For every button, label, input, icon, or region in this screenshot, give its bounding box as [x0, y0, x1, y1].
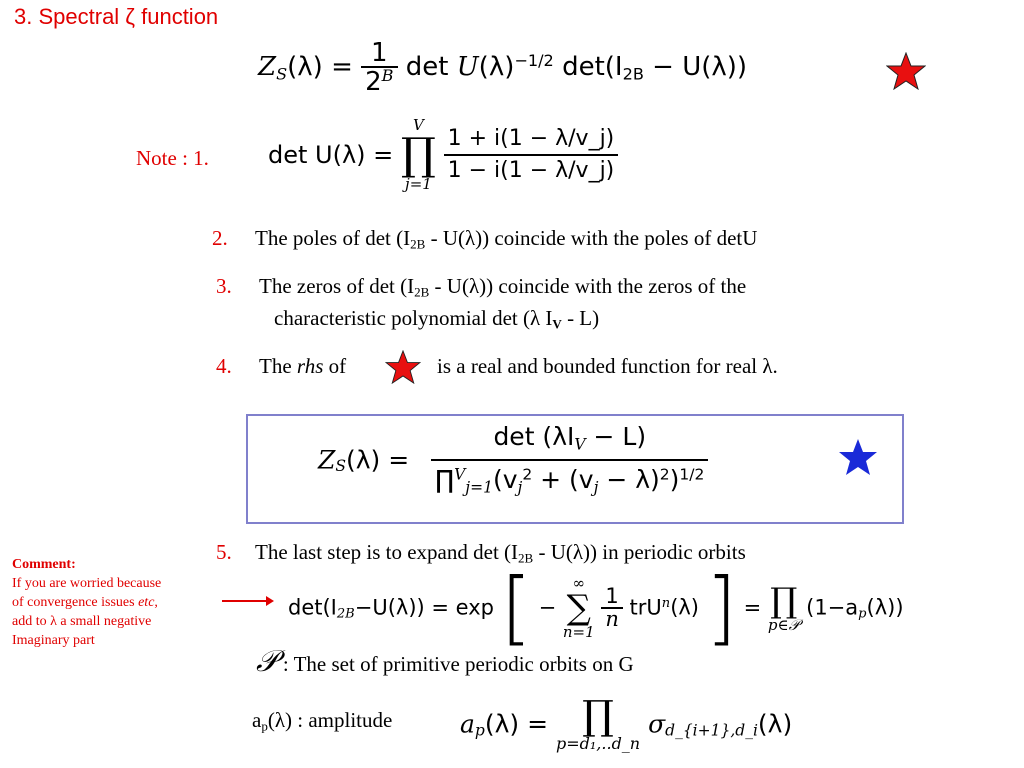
eq3-lhs: det(I [288, 595, 337, 620]
item-number: 4. [216, 354, 232, 378]
eq1-frac-num: 1 [361, 40, 397, 68]
adef-label-a: a [252, 708, 262, 732]
eq3-sum [563, 576, 595, 640]
list-item [216, 540, 746, 567]
eq2-num: det (λI [493, 422, 575, 451]
item-text-rest: - L) [561, 306, 600, 330]
note1-prod-top: V [413, 116, 424, 134]
note-label: Note : 1. [136, 146, 209, 170]
comment-comma: , [154, 595, 158, 610]
list-item [216, 274, 746, 301]
equation-zeta: $Z_S(\lambda)$ = $\frac{1}{2^B}$ $\det U(\lambda)^{-1/2}$ $\det(I_{2B} - U(\lambda))$ [258, 38, 748, 97]
eq3-prod-sym: ∏ [770, 580, 798, 621]
eq2-fraction [431, 424, 708, 496]
eq2-den-sup: V [454, 465, 466, 484]
eq1-frac-den-sup: B [381, 66, 394, 85]
eq2-num-rest: − L) [585, 422, 647, 451]
eq2-den-sub2: j [517, 478, 523, 497]
list-item [216, 354, 346, 379]
eq1-lhs-arg: (λ) = [287, 51, 353, 82]
item-text: The last step is to expand det (I [255, 540, 519, 564]
equation-zeta-final [318, 424, 708, 496]
eq3-sum-sym: ∑ [566, 588, 591, 628]
item-sub: 2B [414, 284, 430, 300]
item-text-rest: - U(λ)) coincide with the zeros of the [429, 274, 747, 298]
eq2-den-sub: j=1 [465, 478, 493, 497]
eq2-den-sub3: j [593, 478, 599, 497]
blue-star-icon [838, 438, 878, 476]
pdef-text: : The set of primitive periodic orbits on G [277, 652, 634, 676]
item-rhs: rhs [296, 354, 324, 378]
item-text: The zeros of det (I [259, 274, 415, 298]
eq3-eq: = [743, 595, 762, 620]
eq3-sum-bot: n=1 [562, 623, 595, 641]
eq3-fraction [601, 586, 623, 630]
adef-product [556, 693, 641, 753]
adef-sigma: σ [648, 709, 666, 739]
eq3-lhs-rest: −U(λ)) = exp [354, 595, 494, 620]
eq2-den-sup3: 2 [659, 465, 670, 484]
eq2-num-sub: V [574, 435, 586, 454]
item-text: characteristic polynomial det (λ I [274, 306, 553, 330]
item-number: 5. [216, 540, 232, 564]
eq1-tail-sub: 2B [622, 64, 644, 84]
eq3-tr: trU [629, 595, 662, 620]
title-text: Spectral ζ function [38, 4, 219, 29]
eq3-minus: − [538, 595, 557, 620]
adef-lhs: a [460, 709, 475, 739]
eq1-lhs-sub: S [276, 64, 288, 84]
comment-etc: etc [138, 595, 155, 610]
note1-prod-bot: j=1 [405, 175, 432, 193]
item-sub: 2B [518, 550, 534, 566]
item-number: 3. [216, 274, 232, 298]
equation-expansion [288, 561, 904, 654]
eq1-frac-den: 2 [365, 66, 382, 97]
eq2-den-mid: + (v [532, 464, 594, 494]
eq3-frac-den: n [605, 607, 619, 631]
eq1-tail: det(I [562, 51, 623, 82]
adef-prod-bot: p=d₁,..d_n [556, 734, 641, 753]
note1-num: 1 + i(1 − λ/v_j) [444, 128, 619, 156]
list-item-continued [274, 306, 599, 333]
eq1-arg: (λ) [478, 51, 515, 82]
eq2-den-close: ) [669, 464, 680, 494]
arrow-right-icon [222, 594, 274, 608]
eq3-tr-sup: n [661, 595, 671, 611]
comment-line [12, 593, 202, 612]
item-text-of: of [323, 354, 347, 378]
eq2-den-end: − λ) [598, 464, 660, 494]
adef-sigma-arg: (λ) [757, 709, 793, 739]
left-bracket: [ [500, 561, 532, 654]
eq3-rhs-sub: p [858, 606, 867, 622]
item-text: The [259, 354, 297, 378]
item-text-tail: is a real and bounded function for real λ. [437, 354, 778, 378]
eq3-prod-bot: p∈𝒫 [767, 615, 800, 634]
eq1-tail-rest: − U(λ)) [652, 51, 748, 82]
eq2-den-body: (v [492, 464, 518, 494]
equation-amplitude [460, 693, 793, 753]
adef-sigma-sub: d_{i+1},d_i [665, 721, 758, 740]
eq1-fraction [361, 40, 397, 95]
adef-lhs-arg: (λ) = [484, 709, 549, 739]
eq3-rhs-end: (λ)) [866, 595, 904, 620]
red-star-icon [886, 52, 926, 90]
comment-line: If you are worried because [12, 576, 162, 591]
eq3-product [767, 580, 800, 634]
item-sub: 2B [410, 236, 426, 252]
eq2-lhs-arg: (λ) = [346, 445, 410, 475]
item-text-rest: - U(λ)) in periodic orbits [533, 540, 746, 564]
red-star-icon [385, 350, 421, 384]
adef-prod-sym: ∏ [582, 693, 614, 739]
right-bracket: ] [705, 561, 737, 654]
note1-fraction [444, 128, 619, 182]
eq1-exp-den: 2 [543, 51, 554, 71]
comment-head: Comment: [12, 557, 76, 572]
eq1-lhs: Z [258, 51, 277, 82]
eq3-lhs-sub: 2B [336, 606, 355, 622]
slide-title [14, 4, 218, 30]
periodic-orbits-definition [256, 644, 634, 679]
eq3-sum-top: ∞ [572, 574, 585, 592]
note1-product [401, 118, 436, 192]
comment-line: add to λ a small negative [12, 614, 152, 629]
script-p-symbol: 𝒫 [256, 644, 278, 679]
note1-lhs: det U(λ) = [268, 141, 394, 169]
note1-den: 1 − i(1 − λ/v_j) [447, 158, 615, 183]
eq1-det: det [405, 51, 449, 82]
item-text: The poles of det (I [255, 226, 411, 250]
item-number: 2. [212, 226, 228, 250]
adef-lhs-sub: p [474, 721, 485, 740]
note1-prod-sym: ∏ [400, 129, 436, 180]
eq3-tr-arg: (λ) [670, 595, 700, 620]
item-sub: V [552, 316, 562, 332]
eq1-exp-num: 1 [527, 51, 539, 71]
eq2-den-exp: 1/2 [679, 465, 705, 484]
eq1-U: U [456, 51, 479, 82]
eq2-lhs: Z [318, 445, 336, 475]
eq3-rhs: (1−a [806, 595, 859, 620]
comment-text: of convergence issues [12, 595, 139, 610]
eq3-frac-num: 1 [601, 586, 623, 609]
eq2-den-sup2: 2 [522, 465, 533, 484]
eq2-den-prod: ∏ [435, 464, 455, 494]
item-text-rest: - U(λ)) coincide with the poles of detU [425, 226, 758, 250]
comment-line: Imaginary part [12, 633, 95, 648]
equation-det-u [268, 118, 618, 192]
eq2-lhs-sub: S [335, 457, 346, 476]
comment-box [12, 555, 202, 650]
adef-label-sub: p [261, 718, 268, 734]
title-number: 3. [14, 4, 33, 29]
list-item [212, 226, 757, 253]
amplitude-label [252, 708, 392, 735]
adef-label-b: (λ) : amplitude [267, 708, 393, 732]
